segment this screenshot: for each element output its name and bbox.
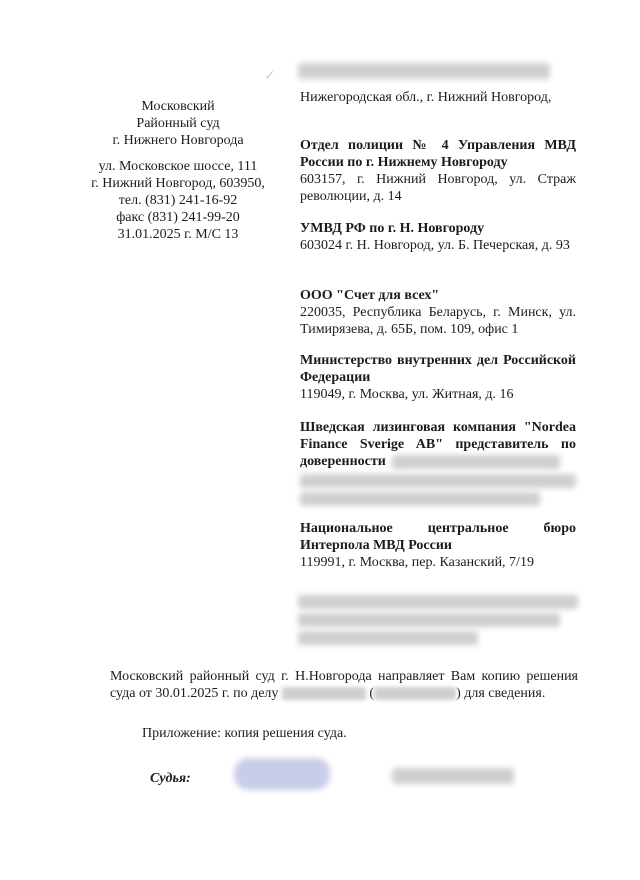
court-name-line: Районный суд (136, 116, 220, 131)
redacted-recipient-name (298, 63, 550, 79)
recipient-block (300, 419, 576, 470)
redacted-signature (234, 758, 330, 790)
redacted-recipient-block-line3 (298, 631, 478, 645)
court-address-city: г. Нижний Новгород, 603950, (91, 176, 265, 191)
redacted-recipient-block-line1 (298, 595, 578, 609)
court-date-ref: 31.01.2025 г. М/С 13 (117, 227, 239, 242)
recipient-name: ООО "Счет для всех" (300, 288, 440, 303)
redacted-case-number (282, 687, 366, 700)
letter-body (110, 668, 578, 702)
court-address-street: ул. Московское шоссе, 111 (98, 159, 258, 174)
court-phone: тел. (831) 241-16-92 (118, 193, 238, 208)
redacted-recipient-block-line2 (298, 613, 560, 627)
letter-text: Московский районный суд г. Н.Новгорода направляет Вам копию решения суда от 30.01.2025 г. по делу (110, 669, 578, 701)
recipient-first-address (300, 89, 576, 106)
recipient-block (300, 520, 576, 571)
recipient-block (300, 137, 576, 205)
court-name-line: Московский (141, 99, 215, 114)
redacted-case-id (374, 687, 456, 700)
court-name-line: г. Нижнего Новгорода (112, 133, 244, 148)
redacted-representative-line3 (300, 492, 540, 506)
attachment-note: Приложение: копия решения суда. (142, 726, 347, 741)
recipient-block (300, 352, 576, 403)
redacted-judge-name (392, 768, 514, 784)
recipient-block (300, 220, 576, 254)
judge-label: Судья: (150, 771, 191, 786)
recipient-address: 603157, г. Нижний Новгород, ул. Страж революции, д. 14 (300, 172, 576, 204)
recipient-address: 119991, г. Москва, пер. Казанский, 7/19 (300, 555, 534, 570)
letter-text: ) для сведения. (456, 686, 546, 701)
recipient-name: Отдел полиции № 4 Управления МВД России по г. Нижнему Новгороду (300, 138, 576, 170)
recipient-name: Министерство внутренних дел Российской Федерации (300, 353, 576, 385)
recipient-name: Шведская лизинговая компания "Nordea Finance Sverige AB" представитель по доверенности (300, 420, 576, 469)
recipient-address: 220035, Республика Беларусь, г. Минск, ул. Тимирязева, д. 65Б, пом. 109, офис 1 (300, 305, 576, 337)
court-name (78, 98, 278, 149)
redacted-representative-line2 (300, 474, 576, 488)
recipient-address: Нижегородская обл., г. Нижний Новгород, (300, 90, 552, 105)
court-fax: факс (831) 241-99-20 (116, 210, 240, 225)
recipient-address: 119049, г. Москва, ул. Житная, д. 16 (300, 387, 514, 402)
recipient-name: Национальное центральное бюро Интерпола МВД России (300, 521, 576, 553)
recipient-address: 603024 г. Н. Новгород, ул. Б. Печерская, д. 93 (300, 238, 570, 253)
recipient-name: УМВД РФ по г. Н. Новгороду (300, 221, 485, 236)
letter-text: ( (369, 686, 375, 701)
court-contacts (78, 158, 278, 243)
check-mark: ✓ (264, 69, 276, 84)
recipient-block (300, 287, 576, 338)
